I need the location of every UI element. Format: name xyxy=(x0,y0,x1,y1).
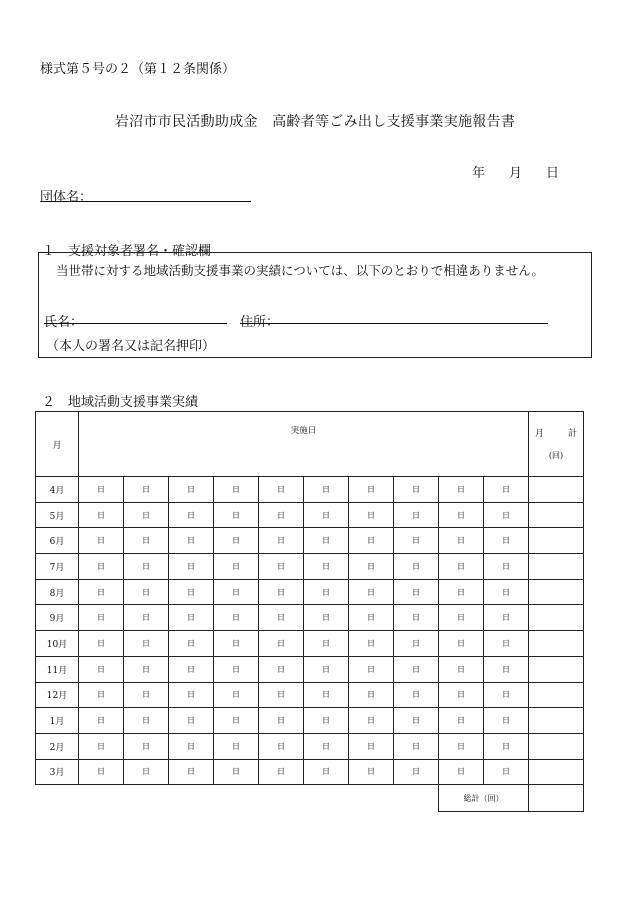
date-entry-cell[interactable]: 日 xyxy=(169,733,214,759)
month-cell: 7月 xyxy=(36,554,79,580)
date-entry-cell[interactable]: 日 xyxy=(304,528,349,554)
month-cell: 1月 xyxy=(36,708,79,734)
date-entry-cell[interactable]: 日 xyxy=(214,682,259,708)
date-entry-cell[interactable]: 日 xyxy=(439,682,484,708)
month-cell: 4月 xyxy=(36,477,79,503)
date-entry-cell[interactable]: 日 xyxy=(259,656,304,682)
date-entry-cell[interactable]: 日 xyxy=(394,502,439,528)
date-entry-cell[interactable]: 日 xyxy=(259,579,304,605)
date-entry-cell[interactable]: 日 xyxy=(124,554,169,580)
date-entry-cell[interactable]: 日 xyxy=(304,733,349,759)
date-entry-cell[interactable]: 日 xyxy=(484,605,529,631)
name-label: 氏名： xyxy=(44,315,84,330)
date-line xyxy=(472,162,583,181)
document-title: 岩沼市市民活動助成金 高齢者等ごみ出し支援事業実施報告書 xyxy=(114,114,516,130)
date-entry-cell[interactable]: 日 xyxy=(484,682,529,708)
section2-heading: ２ 地域活動支援事業実績 xyxy=(42,395,199,410)
date-entry-cell[interactable]: 日 xyxy=(169,631,214,657)
month-cell: 5月 xyxy=(36,502,79,528)
month-column-header: 月 xyxy=(36,412,79,477)
table-row xyxy=(36,682,584,708)
date-entry-cell[interactable]: 日 xyxy=(259,554,304,580)
date-entry-cell[interactable]: 日 xyxy=(349,502,394,528)
signature-note: （本人の署名又は記名押印） xyxy=(46,339,216,354)
table-row xyxy=(36,708,584,734)
table-row xyxy=(36,656,584,682)
grand-total-cell[interactable] xyxy=(529,785,584,812)
date-entry-cell[interactable]: 日 xyxy=(439,528,484,554)
month-cell: 3月 xyxy=(36,759,79,785)
date-entry-cell[interactable]: 日 xyxy=(439,759,484,785)
organization-name-label: 団体名： xyxy=(40,190,93,205)
date-entry-cell[interactable]: 日 xyxy=(79,554,124,580)
activity-record-table xyxy=(35,411,584,812)
date-entry-cell[interactable]: 日 xyxy=(304,554,349,580)
date-entry-cell[interactable]: 日 xyxy=(259,528,304,554)
table-row xyxy=(36,579,584,605)
date-entry-cell[interactable]: 日 xyxy=(304,682,349,708)
date-entry-cell[interactable]: 日 xyxy=(124,605,169,631)
date-entry-cell[interactable]: 日 xyxy=(124,759,169,785)
date-entry-cell[interactable]: 日 xyxy=(79,733,124,759)
monthly-total-cell[interactable] xyxy=(529,579,584,605)
monthly-total-header-char2: 計 xyxy=(567,429,577,439)
date-entry-cell[interactable]: 日 xyxy=(214,528,259,554)
date-entry-cell[interactable]: 日 xyxy=(394,605,439,631)
date-entry-cell[interactable]: 日 xyxy=(439,708,484,734)
grand-total-label: 総計（回） xyxy=(439,785,529,812)
monthly-total-header xyxy=(529,412,584,477)
date-entry-cell[interactable]: 日 xyxy=(484,579,529,605)
table-header-row xyxy=(36,412,584,477)
date-entry-cell[interactable]: 日 xyxy=(124,477,169,503)
date-entry-cell[interactable]: 日 xyxy=(259,631,304,657)
month-cell: 9月 xyxy=(36,605,79,631)
date-entry-cell[interactable]: 日 xyxy=(349,579,394,605)
date-entry-cell[interactable]: 日 xyxy=(79,528,124,554)
table-row xyxy=(36,631,584,657)
table-row xyxy=(36,605,584,631)
monthly-total-cell[interactable] xyxy=(529,656,584,682)
date-entry-cell[interactable]: 日 xyxy=(484,656,529,682)
date-entry-cell[interactable]: 日 xyxy=(79,682,124,708)
date-entry-cell[interactable]: 日 xyxy=(304,631,349,657)
monthly-total-cell[interactable] xyxy=(529,682,584,708)
date-entry-cell[interactable]: 日 xyxy=(439,477,484,503)
date-entry-cell[interactable]: 日 xyxy=(349,708,394,734)
table-row xyxy=(36,528,584,554)
date-entry-cell[interactable]: 日 xyxy=(439,554,484,580)
date-entry-cell[interactable]: 日 xyxy=(79,579,124,605)
date-entry-cell[interactable]: 日 xyxy=(79,631,124,657)
date-entry-cell[interactable]: 日 xyxy=(439,579,484,605)
monthly-total-cell[interactable] xyxy=(529,631,584,657)
table-row xyxy=(36,554,584,580)
date-entry-cell[interactable]: 日 xyxy=(169,528,214,554)
grand-total-row xyxy=(36,785,584,812)
date-entry-cell[interactable]: 日 xyxy=(304,656,349,682)
date-entry-cell[interactable]: 日 xyxy=(484,733,529,759)
date-entry-cell[interactable]: 日 xyxy=(214,579,259,605)
date-entry-cell[interactable]: 日 xyxy=(214,733,259,759)
date-entry-cell[interactable]: 日 xyxy=(439,656,484,682)
date-entry-cell[interactable]: 日 xyxy=(394,554,439,580)
date-entry-cell[interactable]: 日 xyxy=(304,605,349,631)
date-entry-cell[interactable]: 日 xyxy=(394,759,439,785)
date-entry-cell[interactable]: 日 xyxy=(124,656,169,682)
month-cell: 6月 xyxy=(36,528,79,554)
date-entry-cell[interactable]: 日 xyxy=(169,579,214,605)
date-entry-cell[interactable]: 日 xyxy=(79,605,124,631)
monthly-total-cell[interactable] xyxy=(529,477,584,503)
monthly-total-cell[interactable] xyxy=(529,605,584,631)
date-entry-cell[interactable]: 日 xyxy=(349,477,394,503)
date-entry-cell[interactable]: 日 xyxy=(169,554,214,580)
date-entry-cell[interactable]: 日 xyxy=(214,502,259,528)
date-entry-cell[interactable]: 日 xyxy=(349,759,394,785)
date-entry-cell[interactable]: 日 xyxy=(394,656,439,682)
date-entry-cell[interactable]: 日 xyxy=(214,759,259,785)
date-entry-cell[interactable]: 日 xyxy=(304,502,349,528)
date-entry-cell[interactable]: 日 xyxy=(124,708,169,734)
date-entry-cell[interactable]: 日 xyxy=(349,605,394,631)
date-entry-cell[interactable]: 日 xyxy=(394,733,439,759)
date-entry-cell[interactable]: 日 xyxy=(214,708,259,734)
date-entry-cell[interactable]: 日 xyxy=(79,759,124,785)
table-row xyxy=(36,759,584,785)
monthly-total-cell[interactable] xyxy=(529,759,584,785)
date-entry-cell[interactable]: 日 xyxy=(484,502,529,528)
date-entry-cell[interactable]: 日 xyxy=(349,554,394,580)
date-entry-cell[interactable]: 日 xyxy=(349,656,394,682)
date-entry-cell[interactable]: 日 xyxy=(349,682,394,708)
date-entry-cell[interactable]: 日 xyxy=(79,708,124,734)
implementation-date-header: 実施日 xyxy=(79,412,529,477)
date-entry-cell[interactable]: 日 xyxy=(214,477,259,503)
date-entry-cell[interactable]: 日 xyxy=(124,528,169,554)
date-entry-cell[interactable]: 日 xyxy=(484,708,529,734)
date-entry-cell[interactable]: 日 xyxy=(169,605,214,631)
date-entry-cell[interactable]: 日 xyxy=(169,708,214,734)
date-entry-cell[interactable]: 日 xyxy=(214,631,259,657)
date-year-label: 年 xyxy=(472,166,486,181)
date-entry-cell[interactable]: 日 xyxy=(349,631,394,657)
date-entry-cell[interactable]: 日 xyxy=(394,631,439,657)
confirmation-statement: 当世帯に対する地域活動支援事業の実績については、以下のとおりで相違ありません。 xyxy=(56,263,545,278)
date-entry-cell[interactable]: 日 xyxy=(169,682,214,708)
date-entry-cell[interactable]: 日 xyxy=(214,605,259,631)
date-entry-cell[interactable]: 日 xyxy=(169,477,214,503)
date-entry-cell[interactable]: 日 xyxy=(124,682,169,708)
month-cell: 12月 xyxy=(36,682,79,708)
date-entry-cell[interactable]: 日 xyxy=(439,733,484,759)
address-label: 住所： xyxy=(240,315,280,330)
date-entry-cell[interactable]: 日 xyxy=(439,502,484,528)
date-entry-cell[interactable]: 日 xyxy=(349,733,394,759)
date-entry-cell[interactable]: 日 xyxy=(259,502,304,528)
monthly-total-header-unit: (回) xyxy=(548,451,564,460)
date-entry-cell[interactable]: 日 xyxy=(349,528,394,554)
date-entry-cell[interactable]: 日 xyxy=(304,579,349,605)
date-entry-cell[interactable]: 日 xyxy=(304,708,349,734)
date-entry-cell[interactable]: 日 xyxy=(439,605,484,631)
date-entry-cell[interactable]: 日 xyxy=(259,605,304,631)
name-field[interactable] xyxy=(44,323,227,324)
date-entry-cell[interactable]: 日 xyxy=(214,554,259,580)
table-row xyxy=(36,477,584,503)
form-number: 様式第５号の２（第１２条関係） xyxy=(40,62,236,77)
date-entry-cell[interactable]: 日 xyxy=(259,477,304,503)
date-entry-cell[interactable]: 日 xyxy=(79,502,124,528)
date-entry-cell[interactable]: 日 xyxy=(394,708,439,734)
month-cell: 10月 xyxy=(36,631,79,657)
date-entry-cell[interactable]: 日 xyxy=(259,708,304,734)
date-entry-cell[interactable]: 日 xyxy=(304,477,349,503)
date-entry-cell[interactable]: 日 xyxy=(259,682,304,708)
date-entry-cell[interactable]: 日 xyxy=(124,631,169,657)
grand-total-spacer xyxy=(36,785,439,812)
date-entry-cell[interactable]: 日 xyxy=(124,502,169,528)
date-month-label: 月 xyxy=(509,166,523,181)
monthly-total-header-char1: 月 xyxy=(535,429,545,439)
date-entry-cell[interactable]: 日 xyxy=(439,631,484,657)
table-row xyxy=(36,502,584,528)
monthly-total-cell[interactable] xyxy=(529,502,584,528)
date-entry-cell[interactable]: 日 xyxy=(214,656,259,682)
date-entry-cell[interactable]: 日 xyxy=(394,477,439,503)
date-entry-cell[interactable]: 日 xyxy=(304,759,349,785)
date-entry-cell[interactable]: 日 xyxy=(124,733,169,759)
organization-name-field[interactable] xyxy=(40,201,251,202)
date-entry-cell[interactable]: 日 xyxy=(79,656,124,682)
date-entry-cell[interactable]: 日 xyxy=(394,528,439,554)
date-day-label: 日 xyxy=(546,166,560,181)
monthly-total-cell[interactable] xyxy=(529,708,584,734)
date-entry-cell[interactable]: 日 xyxy=(484,528,529,554)
date-entry-cell[interactable]: 日 xyxy=(259,759,304,785)
date-entry-cell[interactable]: 日 xyxy=(124,579,169,605)
monthly-total-cell[interactable] xyxy=(529,554,584,580)
date-entry-cell[interactable]: 日 xyxy=(79,477,124,503)
table-row xyxy=(36,733,584,759)
date-entry-cell[interactable]: 日 xyxy=(169,656,214,682)
monthly-total-cell[interactable] xyxy=(529,528,584,554)
date-entry-cell[interactable]: 日 xyxy=(484,631,529,657)
date-entry-cell[interactable]: 日 xyxy=(484,759,529,785)
date-entry-cell[interactable]: 日 xyxy=(394,579,439,605)
date-entry-cell[interactable]: 日 xyxy=(484,554,529,580)
date-entry-cell[interactable]: 日 xyxy=(169,759,214,785)
month-cell: 2月 xyxy=(36,733,79,759)
month-cell: 8月 xyxy=(36,579,79,605)
date-entry-cell[interactable]: 日 xyxy=(394,682,439,708)
address-field[interactable] xyxy=(240,323,548,324)
monthly-total-cell[interactable] xyxy=(529,733,584,759)
date-entry-cell[interactable]: 日 xyxy=(169,502,214,528)
month-cell: 11月 xyxy=(36,656,79,682)
date-entry-cell[interactable]: 日 xyxy=(259,733,304,759)
section1-heading: １ 支援対象者署名・確認欄 xyxy=(42,244,212,259)
date-entry-cell[interactable]: 日 xyxy=(484,477,529,503)
